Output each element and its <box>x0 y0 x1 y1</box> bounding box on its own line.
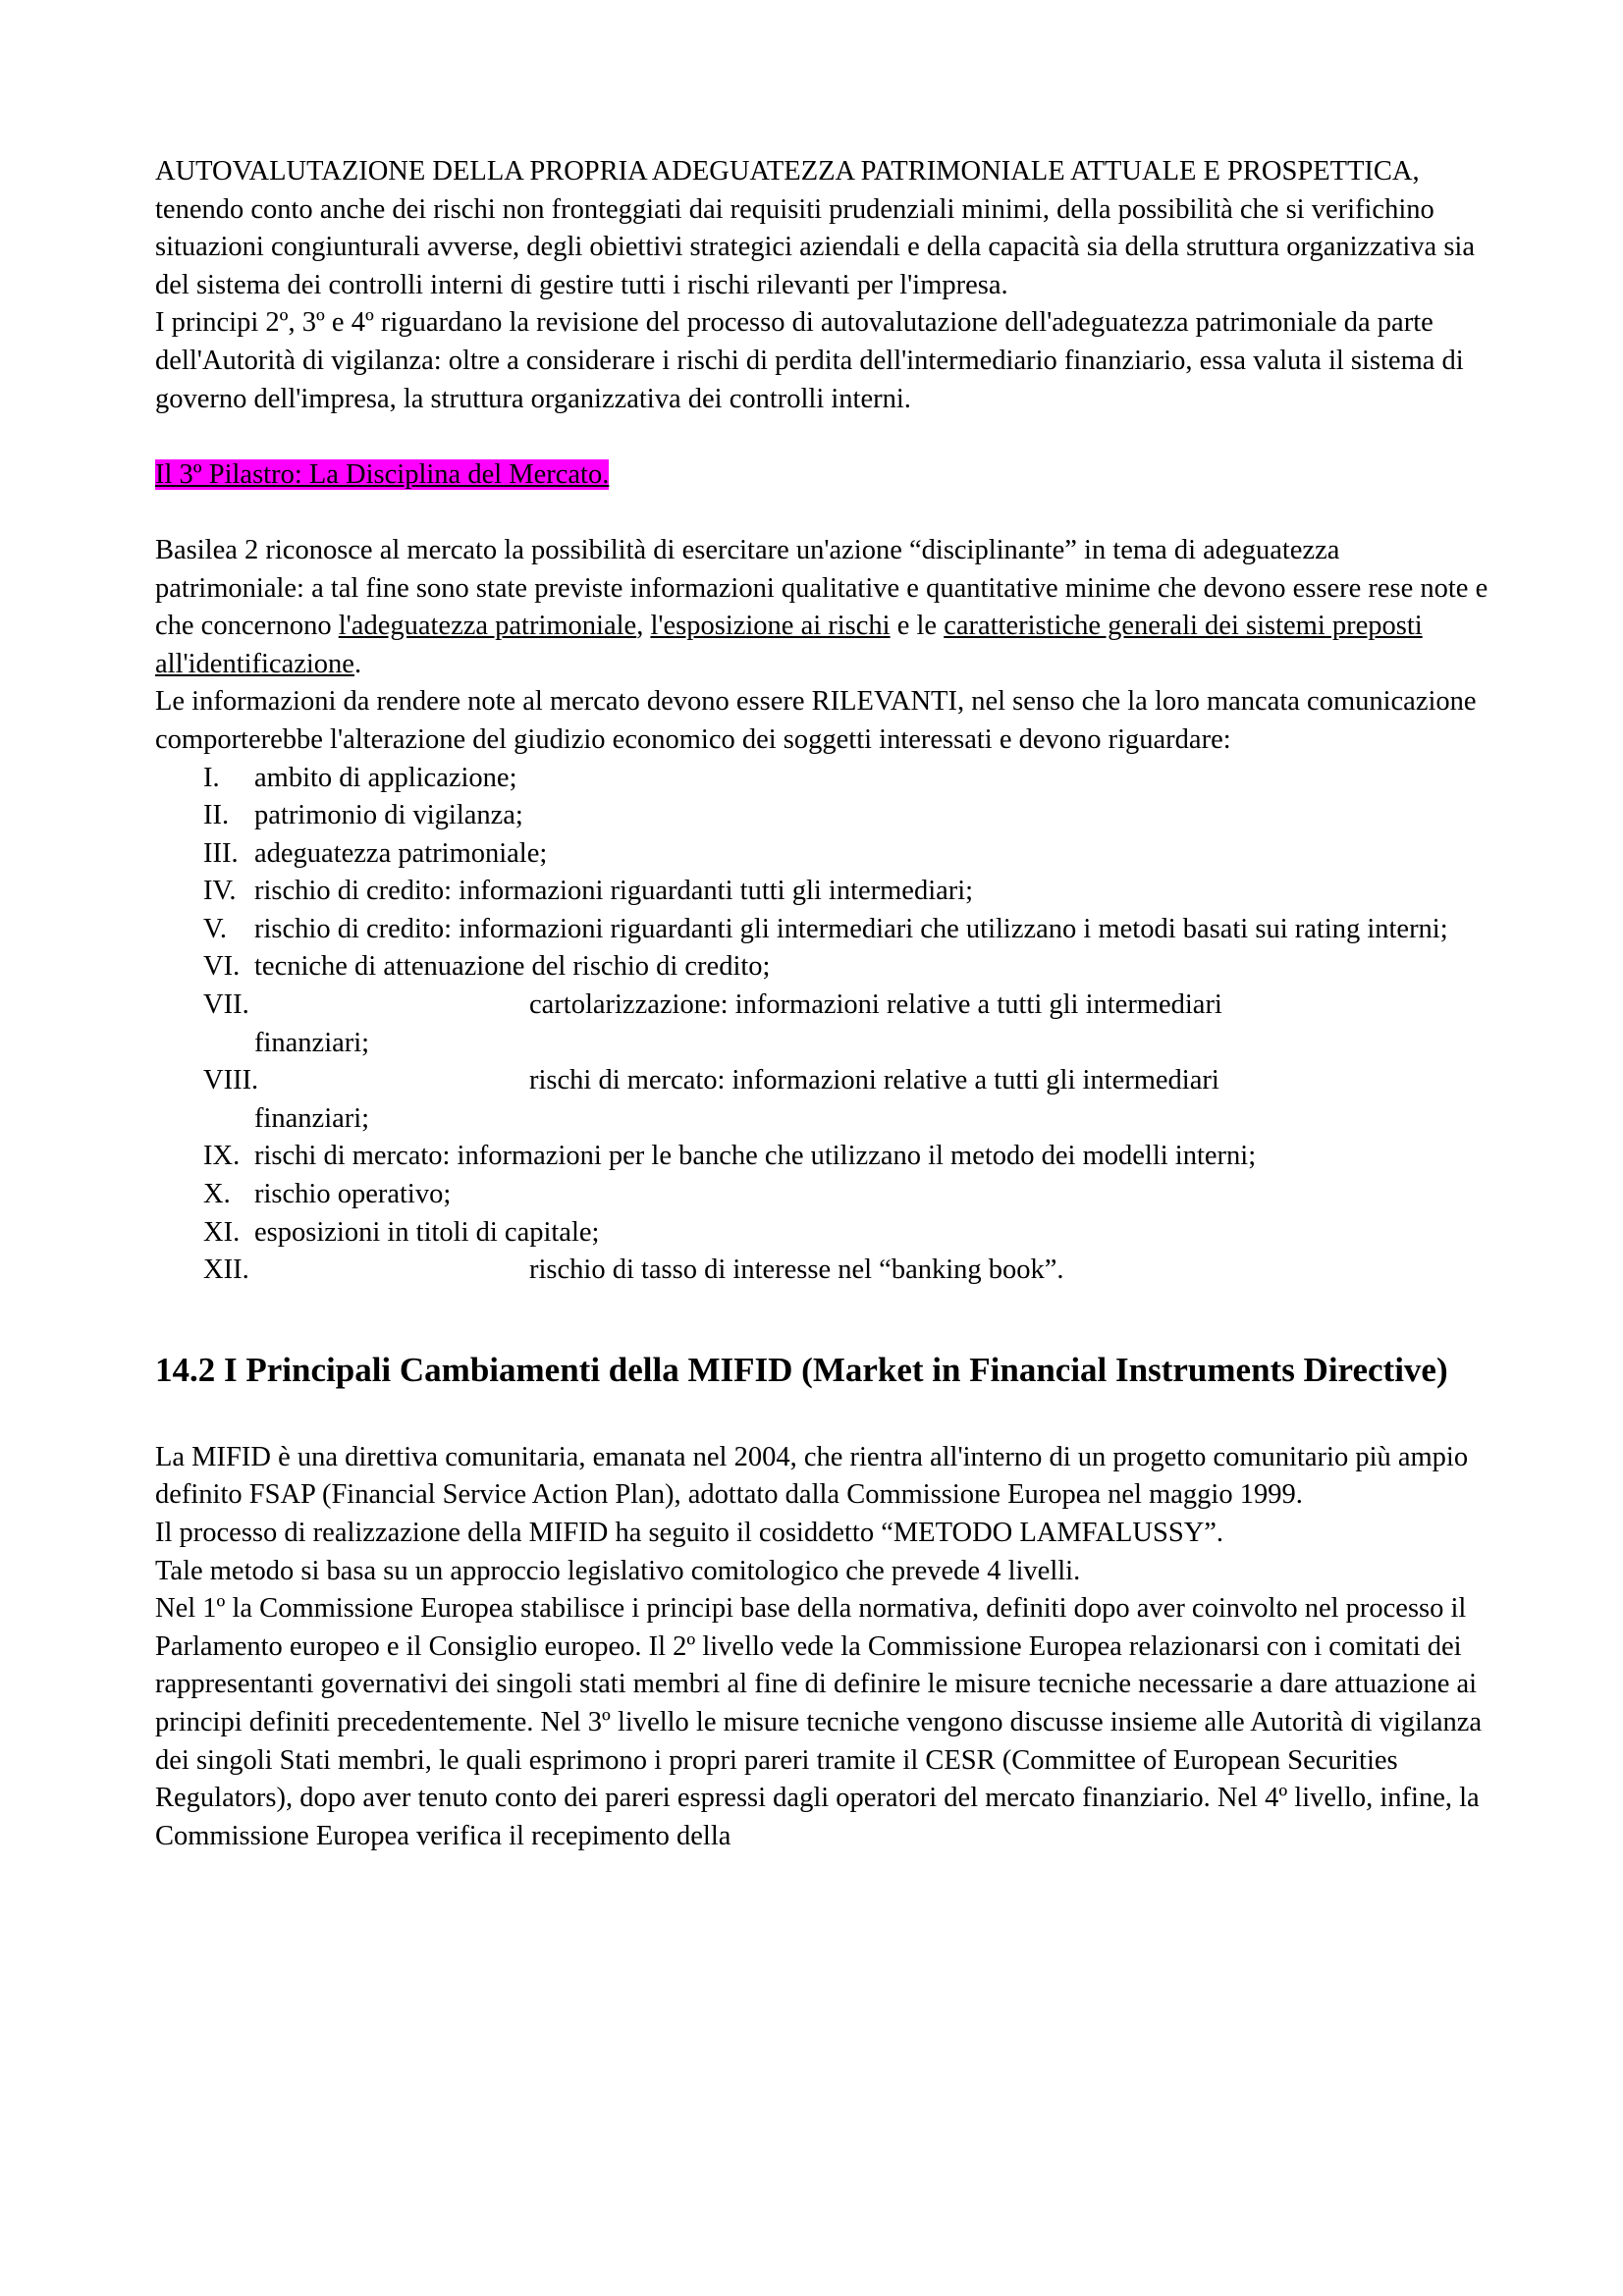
pillar3-p1-text: Basilea 2 riconosce al mercato la possibilità di esercitare un'azione “disciplinante” in tema di adeguatezza patrimoniale: a tal fine sono state previste informazioni qualitative e quantitative minime che devono essere rese note e che concernono <box>155 534 1488 642</box>
disclosure-list <box>155 760 1490 1290</box>
list-item-number: VII. <box>203 989 249 1021</box>
spacer <box>155 1392 1490 1439</box>
mifid-paragraph-3: Tale metodo si basa su un approccio legislativo comitologico che prevede 4 livelli. <box>155 1555 1081 1586</box>
list-item-text: rischio di tasso di interesse nel “banking book”. <box>529 1255 1064 1286</box>
list-item <box>155 760 1490 798</box>
list-item-number: X. <box>203 1179 231 1210</box>
list-item-text: rischio di credito: informazioni riguardanti tutti gli intermediari; <box>254 876 974 907</box>
mifid-paragraph-2: Il processo di realizzazione della MIFID ha seguito il cosiddetto “METODO LAMFALUSSY”. <box>155 1518 1224 1548</box>
spacer <box>155 1290 1490 1349</box>
pillar3-heading <box>155 456 1490 495</box>
list-item-text: tecniche di attenuazione del rischio di credito; <box>254 951 771 983</box>
list-item <box>155 797 1490 835</box>
underlined-adeguatezza: l'adeguatezza patrimoniale <box>338 611 637 642</box>
list-item-text: ambito di applicazione; <box>254 762 517 793</box>
list-item <box>155 1176 1490 1214</box>
list-item <box>155 1252 1490 1290</box>
pillar3-heading-highlight: Il 3º Pilastro: La Disciplina del Mercato. <box>155 458 610 490</box>
list-item-number: V. <box>203 913 228 944</box>
intro-paragraph-2: I principi 2º, 3º e 4º riguardano la revisione del processo di autovalutazione dell'adeguatezza patrimoniale da parte dell'Autorità di vigilanza: oltre a considerare i rischi di perdita dell'intermediario finanziario, essa valuta il sistema di governo dell'impresa, la struttura organizzativa dei controlli interni. <box>155 307 1464 414</box>
list-item-number: XII. <box>203 1255 249 1286</box>
list-item <box>155 1138 1490 1176</box>
list-item-text: rischio di credito: informazioni riguardanti gli intermediari che utilizzano i metodi basati sui rating interni; <box>254 913 1448 944</box>
list-item <box>155 873 1490 911</box>
list-item-number: II. <box>203 800 230 831</box>
list-item <box>155 1214 1490 1253</box>
list-item-number: I. <box>203 762 220 793</box>
spacer <box>155 494 1490 532</box>
list-item-text: esposizioni in titoli di capitale; <box>254 1216 600 1248</box>
list-item <box>155 911 1490 949</box>
intro-paragraph-1: AUTOVALUTAZIONE DELLA PROPRIA ADEGUATEZZA PATRIMONIALE ATTUALE E PROSPETTICA, tenendo conto anche dei rischi non fronteggiati dai requisiti prudenziali minimi, della possibilità che si verifichino situazioni congiunturali avverse, degli obiettivi strategici aziendali e della capacità sia della struttura organizzativa sia del sistema dei controlli interni di gestire tutti i rischi rilevanti per l'impresa. <box>155 156 1475 300</box>
list-item-text: rischio operativo; <box>254 1179 452 1210</box>
list-item-text: cartolarizzazione: informazioni relative a tutti gli intermediari <box>529 989 1222 1021</box>
pillar3-p1-sep1: , <box>636 611 651 642</box>
list-item-continuation: finanziari; <box>254 1027 370 1058</box>
pillar3-paragraph-1 <box>155 532 1490 683</box>
list-item-number: VIII. <box>203 1065 259 1096</box>
underlined-caratteristiche: caratteristiche generali dei sistemi preposti all'identificazione <box>155 611 1423 679</box>
pillar3-p1-sep2: e le <box>890 611 945 642</box>
list-item <box>155 948 1490 987</box>
underlined-esposizione: l'esposizione ai rischi <box>650 611 891 642</box>
pillar3-paragraph-2: Le informazioni da rendere note al mercato devono essere RILEVANTI, nel senso che la loro mancata comunicazione comporterebbe l'alterazione del giudizio economico dei soggetti interessati e devono riguardare: <box>155 686 1477 755</box>
list-item-number: VI. <box>203 951 241 983</box>
list-item <box>155 1062 1490 1138</box>
section-heading-mifid: 14.2 I Principali Cambiamenti della MIFID (Market in Financial Instruments Directive) <box>155 1350 1448 1389</box>
document-page <box>155 153 1490 1855</box>
list-item-text: rischi di mercato: informazioni per le banche che utilizzano il metodo dei modelli interni; <box>254 1141 1257 1172</box>
spacer <box>155 418 1490 456</box>
list-item <box>155 835 1490 874</box>
list-item-number: III. <box>203 837 239 869</box>
list-item-number: IV. <box>203 876 237 907</box>
mifid-paragraph-4: Nel 1º la Commissione Europea stabilisce i principi base della normativa, definiti dopo aver coinvolto nel processo il Parlamento europeo e il Consiglio europeo. Il 2º livello vede la Commissione Europea relazionarsi con i comitati dei rappresentanti governativi dei singoli stati membri al fine di definire le misure tecniche necessarie a dare attuazione ai principi definiti precedentemente. Nel 3º livello le misure tecniche vengono discusse insieme alle Autorità di vigilanza dei singoli Stati membri, le quali esprimono i propri pareri tramite il CESR (Committee of European Securities Regulators), dopo aver tenuto conto dei pareri espressi dagli operatori del mercato finanziario. Nel 4º livello, infine, la Commissione Europea verifica il recepimento della <box>155 1593 1483 1851</box>
list-item <box>155 987 1490 1062</box>
list-item-number: XI. <box>203 1216 241 1248</box>
pillar3-p1-end: . <box>353 648 362 679</box>
list-item-text: patrimonio di vigilanza; <box>254 800 523 831</box>
list-item-text: adeguatezza patrimoniale; <box>254 837 548 869</box>
mifid-paragraph-1: La MIFID è una direttiva comunitaria, emanata nel 2004, che rientra all'interno di un progetto comunitario più ampio definito FSAP (Financial Service Action Plan), adottato dalla Commissione Europea nel maggio 1999. <box>155 1441 1469 1511</box>
list-item-continuation: finanziari; <box>254 1102 370 1134</box>
list-item-text: rischi di mercato: informazioni relative a tutti gli intermediari <box>529 1065 1219 1096</box>
list-item-number: IX. <box>203 1141 241 1172</box>
